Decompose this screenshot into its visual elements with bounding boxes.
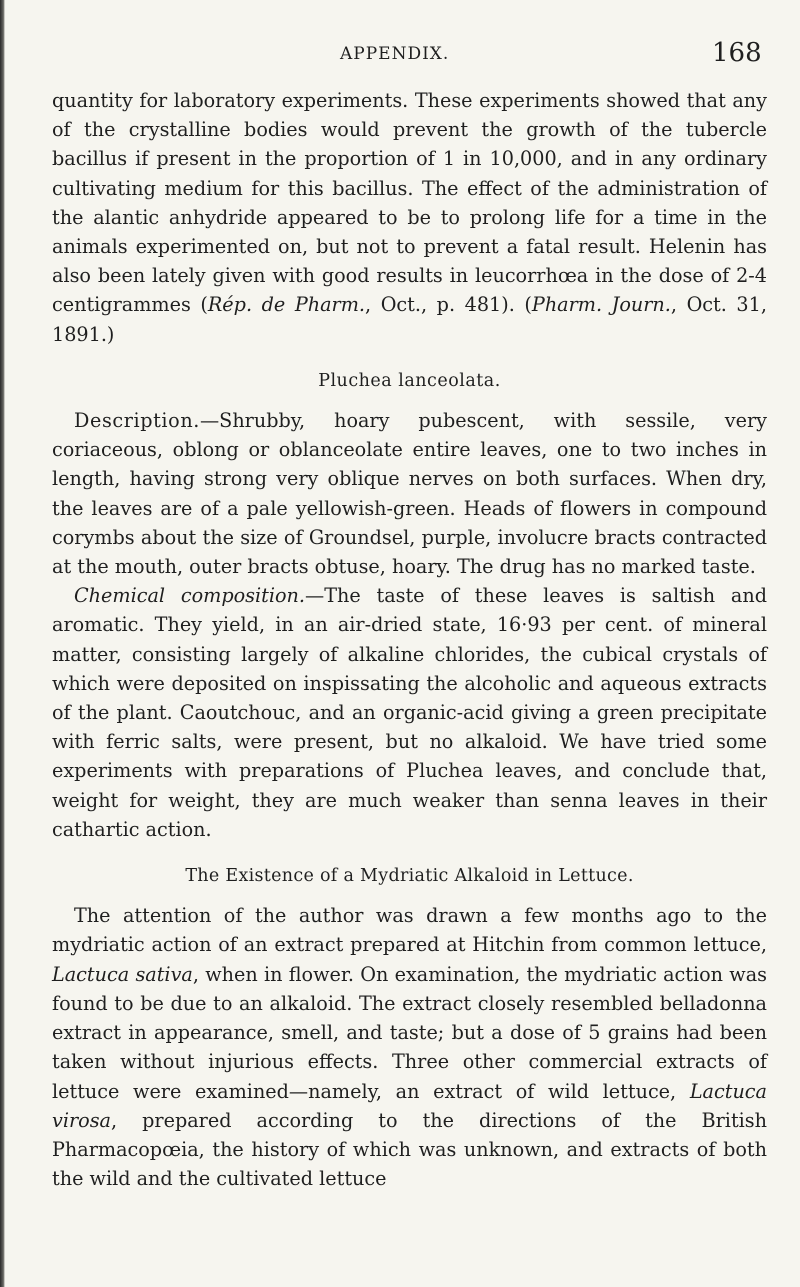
paragraph-continuation xyxy=(52,86,767,349)
book-spine-edge xyxy=(0,0,5,1287)
species-lactuca-sativa: Lactuca sativa xyxy=(52,962,193,986)
description-label: Description. xyxy=(74,409,200,433)
para1-text-b: , Oct., p. 481). ( xyxy=(365,293,532,317)
citation-pharm-journ: Pharm. Journ. xyxy=(531,293,671,317)
chemical-composition-label: Chemical composition. xyxy=(74,584,305,608)
lettuce-paragraph xyxy=(52,901,767,1193)
section-heading-lettuce: The Existence of a Mydriatic Alkaloid in Lettuce. xyxy=(185,866,634,887)
lettuce-text-b: , when in flower. On examination, the mydriatic action was found to be due to an alkaloid. The extract closely resembled belladonna extract in appearance, smell, and taste; but a dose of 5 grains had been taken without injurious effects. Three other commercial extracts of lettuce were examined—namely, an extract of wild lettuce, xyxy=(52,962,767,1103)
para1-text-c: , Oct. 31, 1891.) xyxy=(52,293,767,346)
lettuce-text-a: The attention of the author was drawn a few months ago to the mydriatic action of an extract prepared at Hitchin from common lettuce, xyxy=(52,904,767,957)
para1-text-a: quantity for laboratory experiments. These experiments showed that any of the crystalline bodies would prevent the growth of the tubercle bacillus if present in the proportion of 1 in 10,000, and in any ordinary cultivating medium for this bacillus. The effect of the administration of the alantic anhydride appeared to be to prolong life for a time in the animals experimented on, but not to prevent a fatal result. Helenin has also been lately given with good results in leucorrhœa in the dose of 2-4 centigrammes ( xyxy=(52,89,767,317)
species-lactuca-virosa: Lactuca virosa xyxy=(52,1079,767,1132)
section-heading-pluchea: Pluchea lanceolata. xyxy=(318,370,501,391)
running-head: APPENDIX. xyxy=(340,44,450,64)
page-body xyxy=(52,86,767,1193)
page-number: 168 xyxy=(712,38,762,68)
description-paragraph xyxy=(52,406,767,581)
page-header xyxy=(0,38,800,78)
description-text: —Shrubby, hoary pubescent, with sessile, very coriaceous, oblong or oblanceolate entire leaves, one to two inches in length, having strong very oblique nerves on both surfaces. When dry, the leaves are of a pale yellowish-green. Heads of flowers in compound corymbs about the size of Groundsel, purple, involucre bracts contracted at the mouth, outer bracts obtuse, hoary. The drug has no marked taste. xyxy=(52,409,767,579)
chemical-composition-text: —The taste of these leaves is saltish and aromatic. They yield, in an air-dried state, 16·93 per cent. of mineral matter, consisting largely of alkaline chlorides, the cubical crystals of which were deposited on inspissating the alcoholic and aqueous extracts of the plant. Caoutchouc, and an organic-acid giving a green precipitate with ferric salts, were present, but no alkaloid. We have tried some experiments with preparations of Pluchea leaves, and conclude that, weight for weight, they are much weaker than senna leaves in their cathartic action. xyxy=(52,584,768,841)
citation-rep-de-pharm: Rép. de Pharm. xyxy=(207,293,366,317)
chemical-composition-paragraph xyxy=(52,581,767,844)
lettuce-text-c: , prepared according to the directions of the British Pharmacopœia, the history of which was unknown, and extracts of both the wild and the cultivated lettuce xyxy=(52,1108,767,1191)
